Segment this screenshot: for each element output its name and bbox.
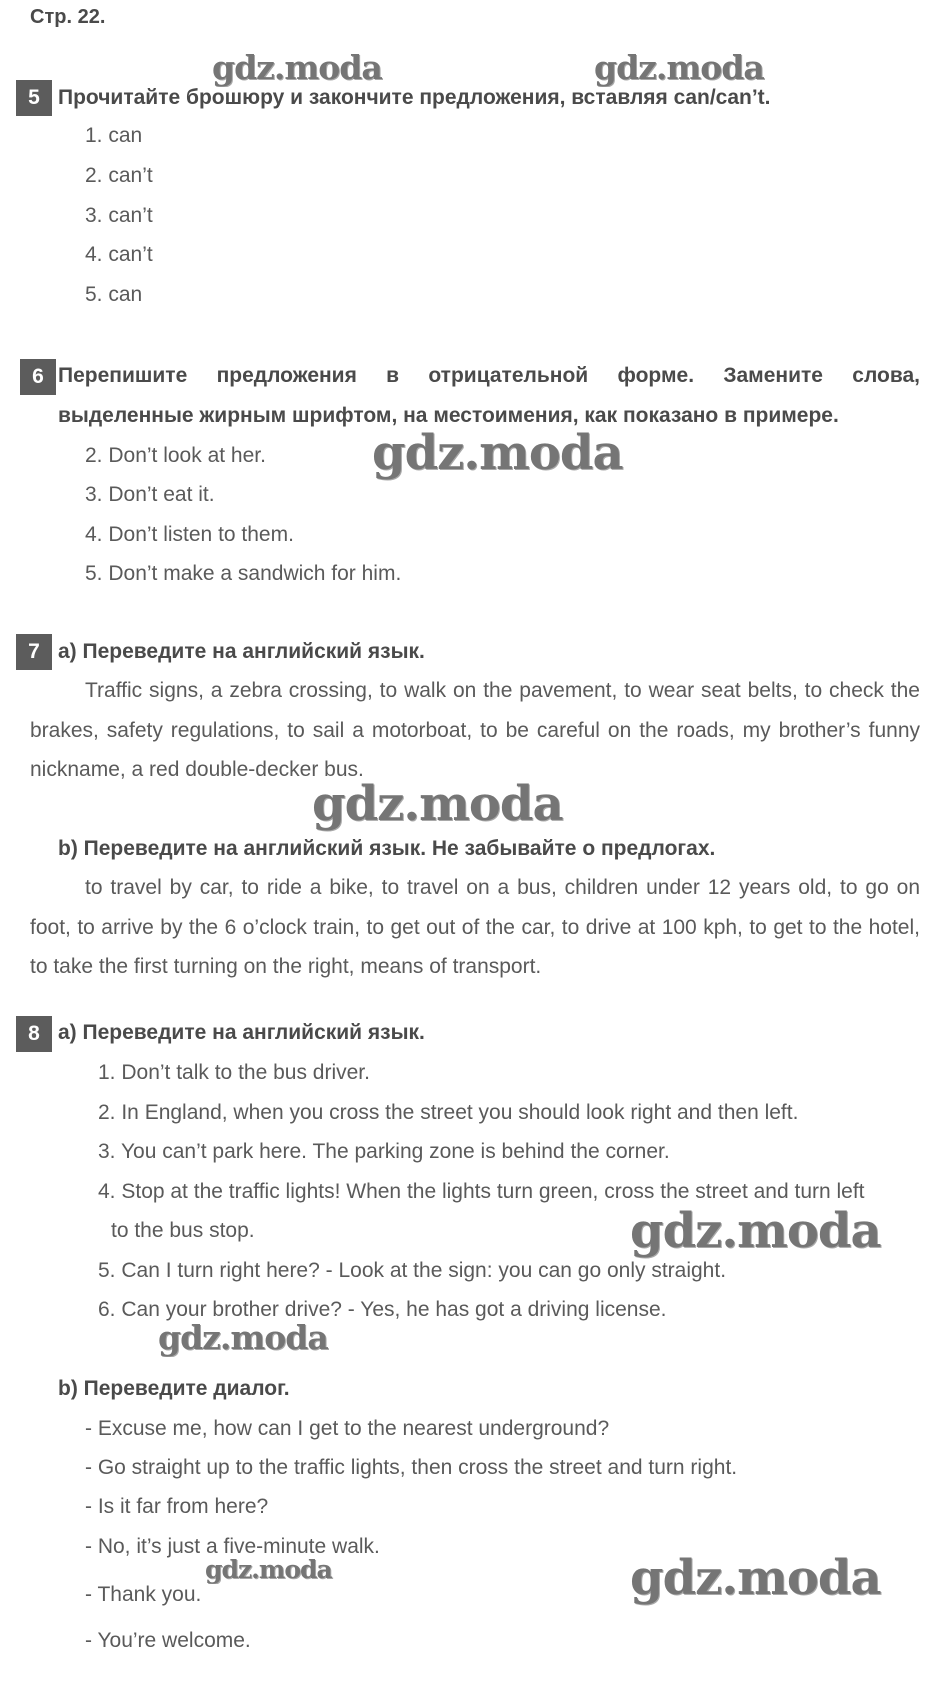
watermark: gdz.moda xyxy=(212,48,382,87)
exercise-8a-item: 6. Can your brother drive? - Yes, he has got a driving license. xyxy=(98,1298,667,1321)
watermark: gdz.moda xyxy=(205,1555,332,1584)
exercise-5-title: Прочитайте брошюру и закончите предложения, вставляя can/can’t. xyxy=(58,86,771,109)
exercise-8a-item: 3. You can’t park here. The parking zone is behind the corner. xyxy=(98,1140,670,1163)
exercise-5-item: 4. can’t xyxy=(85,243,153,266)
watermark: gdz.moda xyxy=(630,1550,881,1606)
exercise-7a-text: Traffic signs, a zebra crossing, to walk on the pavement, to wear seat belts, to check the brakes, safety regulations, to sail a motorboat, to be careful on the roads, my brother’s funny nickname, a red double-decker bus. xyxy=(30,679,920,781)
exercise-5-item: 3. can’t xyxy=(85,204,153,227)
exercise-7a-title: a) Переведите на английский язык. xyxy=(58,640,425,663)
dialog-line: - Go straight up to the traffic lights, then cross the street and turn right. xyxy=(85,1456,738,1479)
dialog-line: - Thank you. xyxy=(85,1583,202,1606)
exercise-8a-item: 1. Don’t talk to the bus driver. xyxy=(98,1061,370,1084)
exercise-6-item: 2. Don’t look at her. xyxy=(85,444,266,467)
exercise-7b-text: to travel by car, to ride a bike, to travel on a bus, children under 12 years old, to go on foot, to arrive by the 6 o’clock train, to get out of the car, to drive at 100 kph, to get to the hotel, to take the first turning on the right, means of transport. xyxy=(30,876,920,978)
exercise-8a-title: a) Переведите на английский язык. xyxy=(58,1021,425,1044)
watermark: gdz.moda xyxy=(158,1318,328,1357)
exercise-5-item: 2. can’t xyxy=(85,164,153,187)
watermark: gdz.moda xyxy=(312,776,563,832)
watermark: gdz.moda xyxy=(594,48,764,87)
exercise-6-item: 3. Don’t eat it. xyxy=(85,483,215,506)
exercise-8-number: 8 xyxy=(16,1016,52,1052)
exercise-5-number: 5 xyxy=(16,80,52,116)
exercise-6-title: Перепишите предложения в отрицательной форме. Замените слова, выделенные жирным шрифтом, на местоимения, как показано в примере. xyxy=(58,364,920,427)
exercise-5-item: 1. can xyxy=(85,124,143,147)
exercise-6-number: 6 xyxy=(20,359,56,395)
exercise-6-item: 4. Don’t listen to them. xyxy=(85,523,294,546)
exercise-8b-title: b) Переведите диалог. xyxy=(58,1377,290,1400)
dialog-line: - Is it far from here? xyxy=(85,1495,269,1518)
exercise-8a-item: to the bus stop. xyxy=(111,1219,255,1242)
exercise-7-number: 7 xyxy=(16,634,52,670)
page-label: Стр. 22. xyxy=(30,6,106,28)
exercise-5-item: 5. can xyxy=(85,283,143,306)
watermark: gdz.moda xyxy=(630,1203,881,1259)
exercise-8a-item: 2. In England, when you cross the street you should look right and then left. xyxy=(98,1101,799,1124)
exercise-7b-title: b) Переведите на английский язык. Не забывайте о предлогах. xyxy=(58,837,716,860)
exercise-8a-item: 4. Stop at the traffic lights! When the lights turn green, cross the street and turn left xyxy=(98,1180,865,1203)
exercise-6-item: 5. Don’t make a sandwich for him. xyxy=(85,562,402,585)
exercise-8a-item: 5. Can I turn right here? - Look at the sign: you can go only straight. xyxy=(98,1259,727,1282)
dialog-line: - Excuse me, how can I get to the nearest underground? xyxy=(85,1417,610,1440)
dialog-line: - No, it’s just a five-minute walk. xyxy=(85,1535,380,1558)
dialog-line: - You’re welcome. xyxy=(85,1629,251,1652)
watermark: gdz.moda xyxy=(372,425,623,481)
